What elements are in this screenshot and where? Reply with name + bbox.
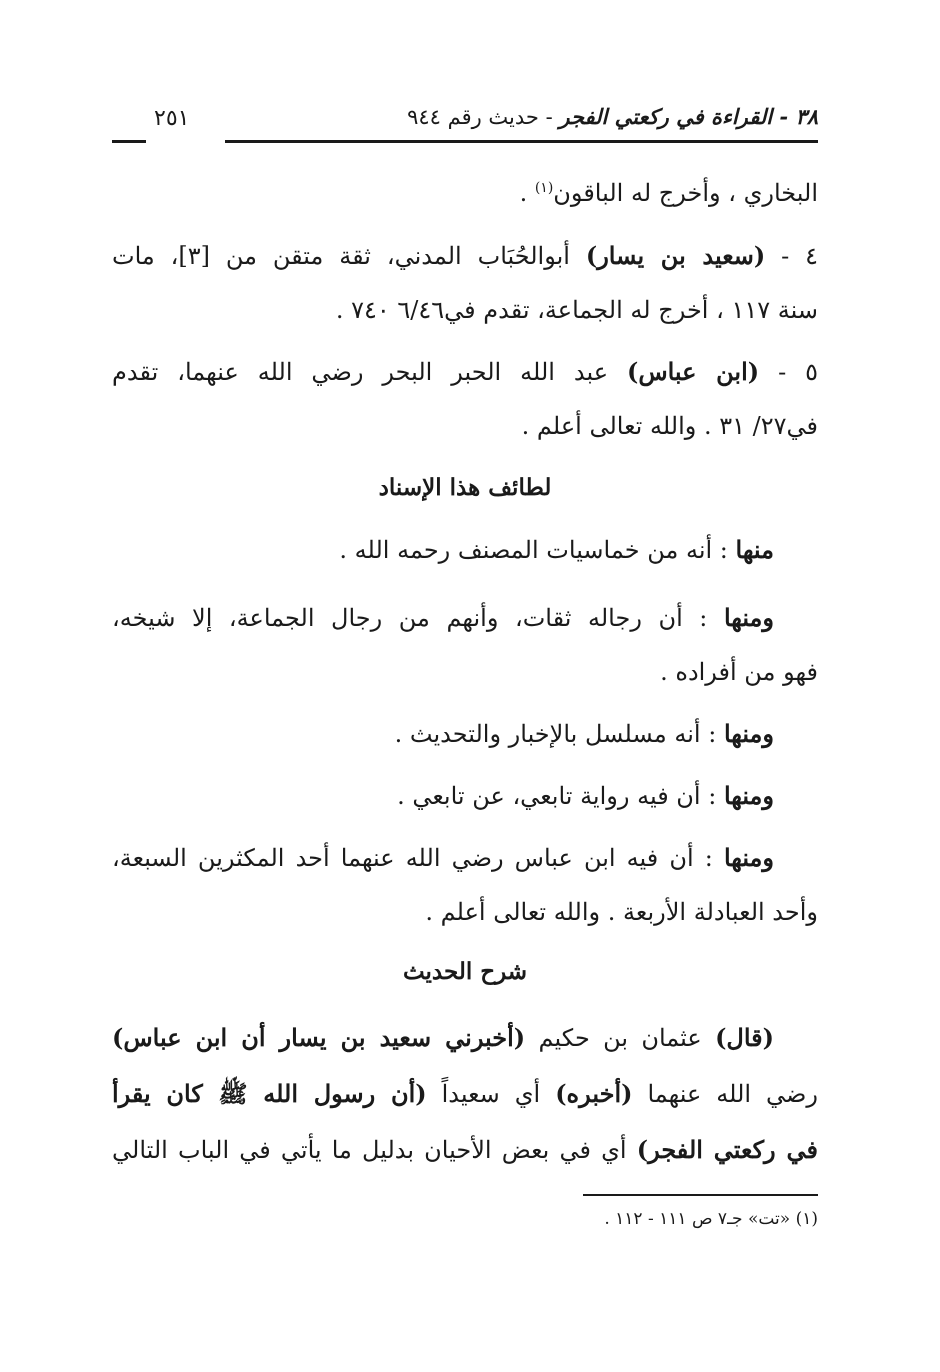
section-heading: لطائف هذا الإسناد	[378, 474, 552, 501]
text-line: في ركعتي الفجر) أي في بعض الأحيان بدليل ما يأتي في الباب التالي	[112, 1135, 818, 1164]
text-line: ومنها : أن فيه رواية تابعي، عن تابعي .	[397, 781, 774, 810]
text-line: رضي الله عنهما (أخبره) أي سعيداً (أن رسول الله ﷺ كان يقرأ	[112, 1079, 819, 1108]
text-line: (قال) عثمان بن حكيم (أخبرني سعيد بن يسار أن ابن عباس)	[112, 1023, 774, 1052]
header-dash	[112, 140, 146, 143]
chapter-title: ٣٨ - القراءة في ركعتي الفجر - حديث رقم ٩٤٤	[407, 104, 818, 129]
text-line: في٢٧/ ٣١ . والله تعالى أعلم .	[521, 412, 818, 440]
text-line: ومنها : أنه مسلسل بالإخبار والتحديث .	[394, 719, 774, 748]
text-line: ٥ - (ابن عباس) عبد الله الحبر البحر رضي الله عنهما، تقدم	[112, 357, 819, 386]
text-line: ومنها : أن فيه ابن عباس رضي الله عنهما أحد المكثرين السبعة،	[112, 843, 774, 872]
page-number: ٢٥١	[154, 106, 190, 131]
text-line: منها : أنه من خماسيات المصنف رحمه الله .	[339, 535, 774, 564]
narrator-name: (سعيد بن يسار)	[585, 241, 766, 270]
section-heading: شرح الحديث	[402, 958, 528, 985]
text-line: فهو من أفراده .	[660, 658, 818, 686]
text-line: ٤ - (سعيد بن يسار) أبوالحُبَاب المدني، ثقة متقن من [٣]، مات	[112, 241, 818, 270]
footnote: (١) «تت» جـ٧ ص ١١١ - ١١٢ .	[604, 1209, 818, 1229]
hadith-number: - حديث رقم ٩٤٤	[407, 105, 560, 129]
footnote-marker: (١)	[534, 180, 554, 196]
running-header	[112, 104, 818, 138]
text-line: سنة ١١٧ ، أخرج له الجماعة، تقدم في٦/٤٦ ٧٤٠ .	[335, 296, 818, 324]
narrator-name: (ابن عباس)	[626, 357, 760, 386]
text-line: ومنها : أن رجاله ثقات، وأنهم من رجال الجماعة، إلا شيخه،	[112, 603, 774, 632]
header-rule	[225, 140, 818, 143]
text-line: وأحد العبادلة الأربعة . والله تعالى أعلم .	[425, 898, 818, 926]
text-line: البخاري ، وأخرج له الباقون$^{(١)}$ .	[519, 179, 818, 207]
footnote-rule	[583, 1194, 818, 1196]
